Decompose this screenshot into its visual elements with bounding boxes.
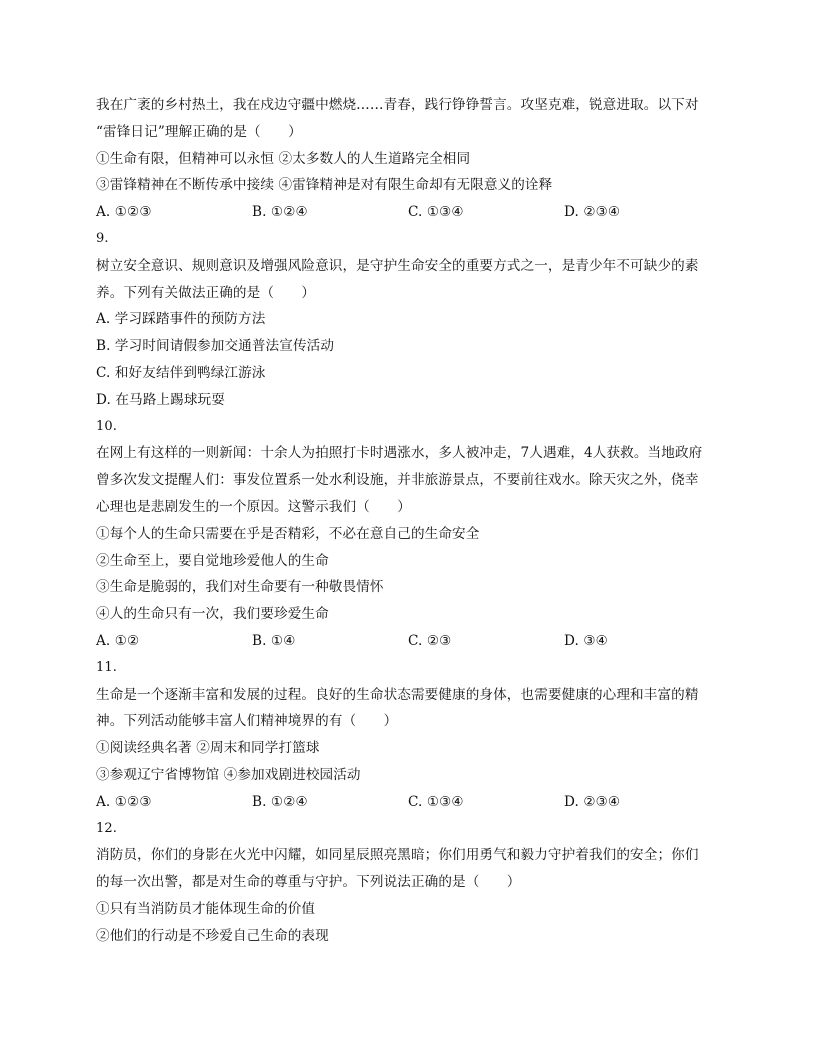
q10-stem-line-1: 在网上有这样的一则新闻：十余人为拍照打卡时遇涨水，多人被冲走，7人遇难，4人获救。当地政府 (96, 445, 703, 462)
q8-options (96, 199, 720, 226)
question-9 (96, 226, 720, 414)
q8-option-a: A. ①②③ (96, 204, 152, 221)
q12-statement-2: ②他们的行动是不珍爱自己生命的表现 (96, 927, 329, 944)
q11-option-c: C. ①③④ (408, 793, 464, 810)
q8-statement-2: ③雷锋精神在不断传承中接续 ④雷锋精神是对有限生命却有无限意义的诠释 (96, 177, 553, 194)
q11-stem-line-2: 神。下列活动能够丰富人们精神境界的有（ ） (96, 713, 398, 730)
q12-stem-line-2: 的每一次出警，都是对生命的尊重与守护。下列说法正确的是（ ） (96, 874, 521, 891)
question-8 (96, 92, 720, 226)
q11-option-a: A. ①②③ (96, 793, 152, 810)
q10-option-a: A. ①② (96, 632, 140, 649)
q10-option-d: D. ③④ (564, 632, 608, 649)
q8-stem-line-2: “雷锋日记”理解正确的是（ ） (96, 123, 302, 140)
q11-stem-line-1: 生命是一个逐渐丰富和发展的过程。良好的生命状态需要健康的身体，也需要健康的心理和丰富的精 (96, 686, 699, 703)
q10-statement-2: ②生命至上，要自觉地珍爱他人的生命 (96, 552, 329, 569)
q9-stem-line-1: 树立安全意识、规则意识及增强风险意识，是守护生命安全的重要方式之一，是青少年不可缺少的素 (96, 257, 699, 274)
q9-choice-a: A. 学习踩踏事件的预防方法 (96, 311, 266, 328)
q11-number: 11. (96, 659, 117, 675)
q9-number: 9. (96, 230, 109, 246)
q10-statement-3: ③生命是脆弱的，我们对生命要有一种敬畏情怀 (96, 579, 384, 596)
q10-stem-line-2: 曾多次发文提醒人们：事发位置系一处水利设施，并非旅游景点，不要前往戏水。除天灾之外，侥幸 (96, 472, 699, 489)
q11-option-d: D. ②③④ (564, 793, 621, 810)
q10-option-b: B. ①④ (252, 632, 296, 649)
q9-choice-b: B. 学习时间请假参加交通普法宣传活动 (96, 338, 335, 355)
question-10 (96, 414, 720, 655)
q8-stem-line-1: 我在广袤的乡村热土，我在戍边守疆中燃烧……青春，践行铮铮誓言。攻坚克难，锐意进取。以下对 (96, 97, 699, 113)
q10-statement-1: ①每个人的生命只需要在乎是否精彩，不必在意自己的生命安全 (96, 525, 480, 542)
q9-choice-c: C. 和好友结伴到鸭绿江游泳 (96, 364, 266, 381)
q8-option-d: D. ②③④ (564, 204, 621, 221)
q10-statement-4: ④人的生命只有一次，我们要珍爱生命 (96, 606, 329, 623)
q10-option-c: C. ②③ (408, 632, 452, 649)
q10-stem-line-3: 心理也是悲剧发生的一个原因。这警示我们（ ） (96, 498, 411, 515)
question-12 (96, 816, 720, 950)
q8-option-c: C. ①③④ (408, 204, 464, 221)
q11-statement-2: ③参观辽宁省博物馆 ④参加戏剧进校园活动 (96, 766, 361, 783)
question-11 (96, 655, 720, 816)
q8-statement-1: ①生命有限，但精神可以永恒 ②太多数人的人生道路完全相同 (96, 150, 471, 167)
q12-stem-line-1: 消防员，你们的身影在火光中闪耀，如同星辰照亮黑暗；你们用勇气和毅力守护着我们的安全；你们 (96, 847, 699, 864)
q9-choice-d: D. 在马路上踢球玩耍 (96, 391, 225, 408)
q11-options (96, 789, 720, 816)
q9-stem-line-2: 养。下列有关做法正确的是（ ） (96, 284, 316, 301)
q10-number: 10. (96, 418, 117, 434)
q12-statement-1: ①只有当消防员才能体现生命的价值 (96, 900, 316, 917)
question-content (96, 92, 720, 950)
q8-option-b: B. ①②④ (252, 204, 308, 221)
q10-options (96, 628, 720, 655)
q11-option-b: B. ①②④ (252, 793, 308, 810)
q12-number: 12. (96, 820, 117, 836)
q11-statement-1: ①阅读经典名著 ②周末和同学打篮球 (96, 740, 320, 757)
